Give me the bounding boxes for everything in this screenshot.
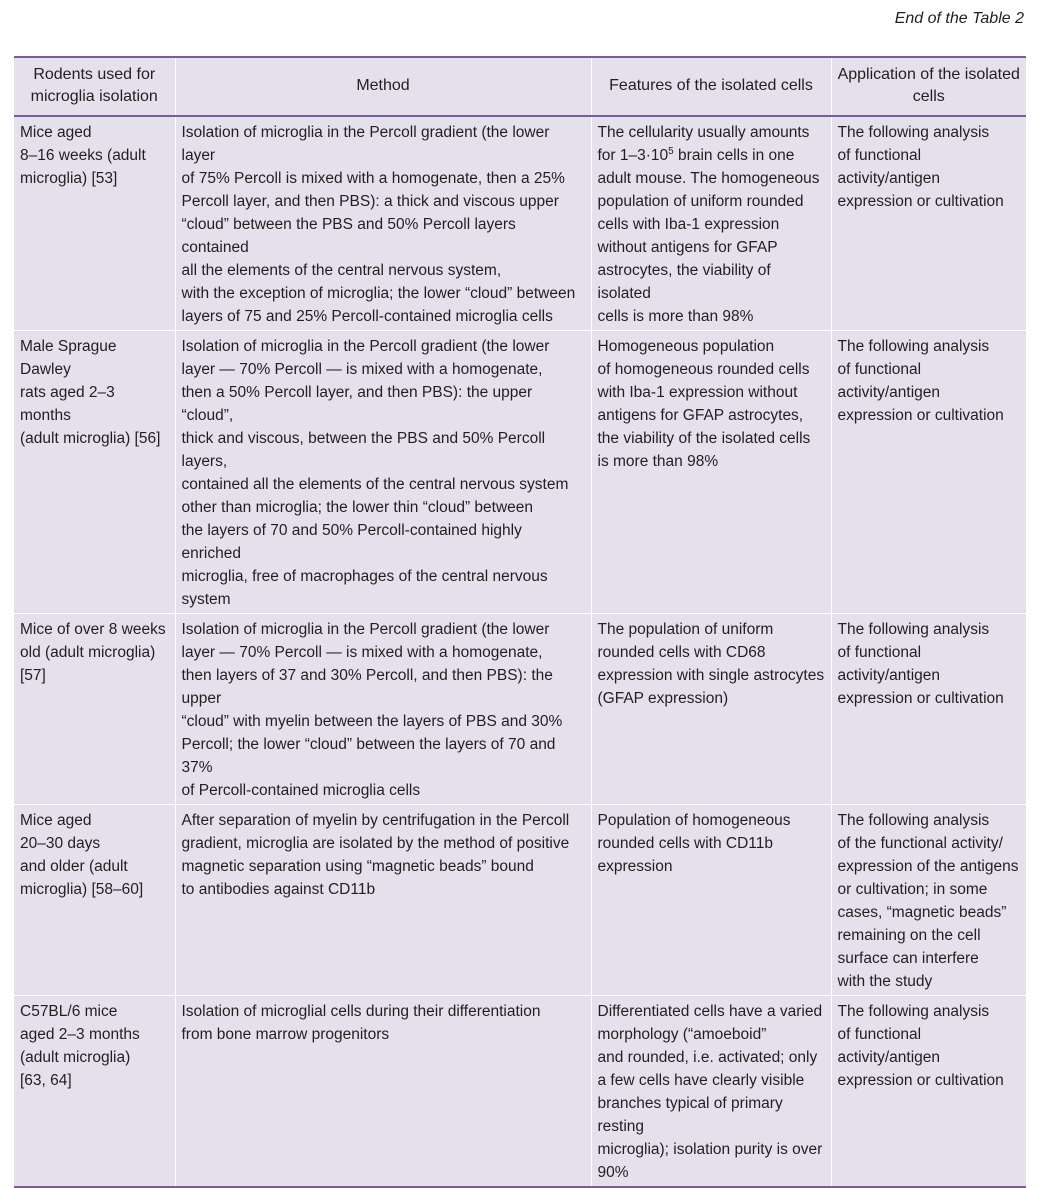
cell-application: The following analysis of functional activity/antigen expression or cultivation — [831, 996, 1026, 1188]
header-rodents: Rodents used for microglia isolation — [14, 57, 175, 116]
cell-application: The following analysis of functional activity/antigen expression or cultivation — [831, 116, 1026, 331]
table-caption: End of the Table 2 — [894, 10, 1024, 27]
cell-rodents: Mice aged 8–16 weeks (adult microglia) [53] — [20, 124, 146, 187]
table-row — [14, 116, 1026, 331]
cell-features: Differentiated cells have a varied morphology (“amoeboid” and rounded, i.e. activated; only a few cells have clearly visible branches typical of primary resting microglia); isolation purity is over 90% — [591, 996, 831, 1188]
table-row — [14, 614, 1026, 805]
table-row — [14, 805, 1026, 996]
cell-rodents: Male Sprague Dawley rats aged 2–3 months (adult microglia) [56] — [14, 331, 175, 614]
cell-rodents: C57BL/6 mice aged 2–3 months (adult microglia) [63, 64] — [14, 996, 175, 1188]
cell-features: Homogeneous population of homogeneous rounded cells with Iba-1 expression without antigens for GFAP astrocytes, the viability of the isolated cells is more than 98% — [591, 331, 831, 614]
cell-method: Isolation of microglial cells during their differentiation from bone marrow progenitors — [175, 996, 591, 1188]
cell-application: The following analysis of the functional activity/ expression of the antigens or cultivation; in some cases, “magnetic beads” remaining on the cell surface can interfere with the study — [831, 805, 1026, 996]
microglia-isolation-table — [14, 56, 1026, 1188]
cell-method: Isolation of microglia in the Percoll gradient (the lower layer — 70% Percoll — is mixed with a homogenate, then a 50% Percoll layer, and then PBS): the upper “cloud”, thick and viscous, between the PBS and 50% Percoll layers, contained all the elements of the central nervous system other than microglia; the lower thin “cloud” between the layers of 70 and 50% Percoll-contained highly enriched microglia, free of macrophages of the central nervous system — [175, 331, 591, 614]
cell-features: The population of uniform rounded cells with CD68 expression with single astrocytes (GFAP expression) — [591, 614, 831, 805]
cell-features: The cellularity usually amounts for $1-3\cdot 10^5$ brain cells in one adult mouse. The homogeneous population of uniform rounded cells with Iba-1 expression without antigens for GFAP astrocytes, the viability of isolated cells is more than 98% — [591, 116, 831, 331]
cell-features: Population of homogeneous rounded cells with CD11b expression — [591, 805, 831, 996]
table-row — [14, 996, 1026, 1188]
table-header-row — [14, 57, 1026, 116]
header-features: Features of the isolated cells — [591, 57, 831, 116]
cell-method: Isolation of microglia in the Percoll gradient (the lower layer — 70% Percoll — is mixed with a homogenate, then layers of 37 and 30% Percoll, and then PBS): the upper “cloud” with myelin between the layers of PBS and 30% Percoll; the lower “cloud” between the layers of 70 and 37% of Percoll-contained microglia cells — [175, 614, 591, 805]
cell-rodents: Mice aged 20–30 days and older (adult microglia) [58–60] — [14, 805, 175, 996]
header-application: Application of the isolated cells — [831, 57, 1026, 116]
table-row — [14, 331, 1026, 614]
header-method: Method — [175, 57, 591, 116]
cell-method: After separation of myelin by centrifugation in the Percoll gradient, microglia are isolated by the method of positive magnetic separation using “magnetic beads” bound to antibodies against CD11b — [175, 805, 591, 996]
cell-application: The following analysis of functional activity/antigen expression or cultivation — [831, 331, 1026, 614]
superscript-exponent: 5 — [668, 145, 674, 157]
cell-method: Isolation of microglia in the Percoll gradient (the lower layer of 75% Percoll is mixed with a homogenate, then a 25% Percoll layer, and then PBS): a thick and viscous upper “cloud” between the PBS and 50% Percoll layers contained all the elements of the central nervous system, with the exception of microglia; the lower “cloud” between layers of 75 and 25% Percoll-contained microglia cells — [175, 116, 591, 331]
cell-rodents: Mice of over 8 weeks old (adult microglia) [57] — [14, 614, 175, 805]
cell-application: The following analysis of functional activity/antigen expression or cultivation — [831, 614, 1026, 805]
